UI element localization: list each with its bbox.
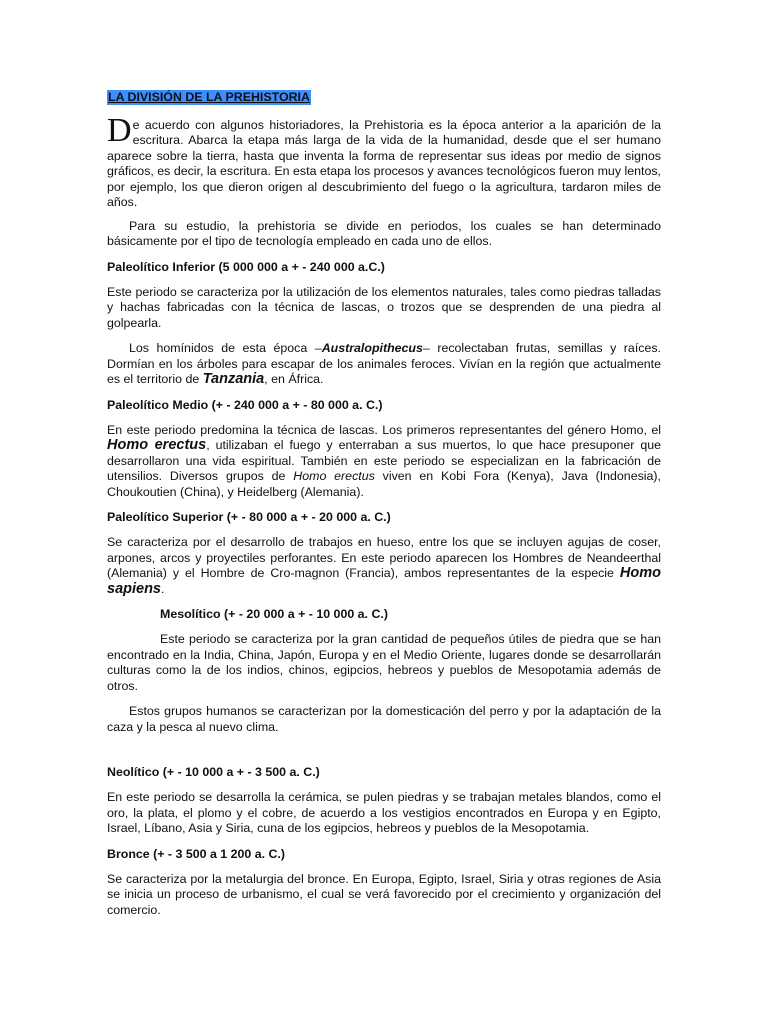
paleo-medio-paragraph <box>107 423 661 501</box>
neolitico-paragraph: En este periodo se desarrolla la cerámica, se pulen piedras y se trabajan metales blandos, como el oro, la plata, el plomo y el cobre, de acuerdo a los vestigios encontrados en Europa y en Egipto, Israel, Líbano, Asia y Siria, cuna de los egipcios, hebreos y pueblos de la Mesopotamia. <box>107 790 661 835</box>
pm-text-b: , utilizaban el fuego y enterraban a sus muertos, lo que hace presuponer que desarrollaron una vida espiritual. También en este periodo se especializan en la fabricación de utensilios. Diversos grupos de <box>107 438 661 483</box>
page-title: LA DIVISIÓN DE LA PREHISTORIA <box>108 90 310 104</box>
intro-text: e acuerdo con algunos historiadores, la Prehistoria es la época anterior a la aparición de la escritura. Abarca la etapa más larga de la vida de la humanidad, desde que el ser humano aparece sobre la tierra, hasta que inventa la forma de representar sus ideas por medio de signos gráficos, es decir, la escritura. En esta etapa los procesos y avances tecnológicos fueron muy lentos, por ejemplo, los que dieron origen al descubrimiento del fuego o la agricultura, tardaron miles de años. <box>107 117 661 209</box>
heading-paleolitico-medio: Paleolítico Medio (+ - 240 000 a + - 80 000 a. C.) <box>107 397 383 412</box>
mesolitico-paragraph-1: Este periodo se caracteriza por la gran cantidad de pequeños útiles de piedra que se han encontrado en la India, China, Japón, Europa y en el Medio Oriente, lugares donde se desarrollarán culturas como la de los indios, chinos, egipcios, hebreos y pueblos de Mesopotamia además de otros. <box>107 632 661 693</box>
heading-bronce: Bronce (+ - 3 500 a 1 200 a. C.) <box>107 846 286 861</box>
study-paragraph: Para su estudio, la prehistoria se divide en periodos, los cuales se han determinado básicamente por el tipo de tecnología empleado en cada uno de ellos. <box>107 218 661 248</box>
species-homo-erectus-2: Homo erectus <box>293 469 375 483</box>
species-homo-sapiens: Homo sapiens <box>107 565 661 597</box>
place-tanzania: Tanzania <box>202 371 265 387</box>
paleo-superior-paragraph <box>107 535 661 597</box>
intro-paragraph <box>107 111 661 211</box>
paleo-inferior-paragraph-2 <box>107 341 661 388</box>
pm-text-c: viven en Kobi Fora (Kenya), Java (Indonesia), Choukoutien (China), y Heidelberg (Alemania). <box>107 469 662 499</box>
heading-mesolitico: Mesolítico (+ - 20 000 a + - 10 000 a. C.) <box>160 607 388 621</box>
heading-paleolitico-inferior: Paleolítico Inferior (5 000 000 a + - 240 000 a.C.) <box>107 259 385 274</box>
ps-text-a: Se caracteriza por el desarrollo de trabajos en hueso, entre los que se incluyen agujas de coser, arpones, arcos y proyectiles perforantes. En este periodo aparecen los Hombres de Neandeerthal (Alemania) y el Hombre de Cro-magnon (Francia), ambos representantes de la especie <box>107 535 661 580</box>
bronce-paragraph: Se caracteriza por la metalurgia del bronce. En Europa, Egipto, Israel, Siria y otras regiones de Asia se inicia un proceso de urbanismo, el cual se verá favorecido por el crecimiento y organización del comercio. <box>107 871 661 917</box>
p2-text-a: Los homínidos de esta época – <box>129 341 322 355</box>
ps-text-b: . <box>161 581 165 596</box>
drop-cap: D <box>107 111 132 149</box>
p2-text-c: , en África. <box>264 372 324 386</box>
species-homo-erectus: Homo erectus <box>107 437 207 453</box>
pm-text-a: En este periodo predomina la técnica de lascas. Los primeros representantes del género Homo, el <box>107 422 661 437</box>
paleo-inferior-paragraph-1: Este periodo se caracteriza por la utilización de los elementos naturales, tales como piedras talladas y hachas fabricadas con la técnica de lascas, o trozos que se desprenden de una piedra al golpearla. <box>107 284 661 330</box>
document-page <box>107 90 661 918</box>
species-australopithecus: Australopithecus <box>321 341 423 355</box>
heading-neolitico: Neolítico (+ - 10 000 a + - 3 500 a. C.) <box>107 765 320 779</box>
heading-paleolitico-superior: Paleolítico Superior (+ - 80 000 a + - 20 000 a. C.) <box>107 510 391 524</box>
p2-text-b: – recolectaban frutas, semillas y raíces. Dormían en los árboles para escapar de los animales feroces. Vivían en la región que actualmente es el territorio de <box>107 341 661 386</box>
mesolitico-paragraph-2: Estos grupos humanos se caracterizan por la domesticación del perro y por la adaptación de la caza y la pesca al nuevo clima. <box>107 704 661 734</box>
